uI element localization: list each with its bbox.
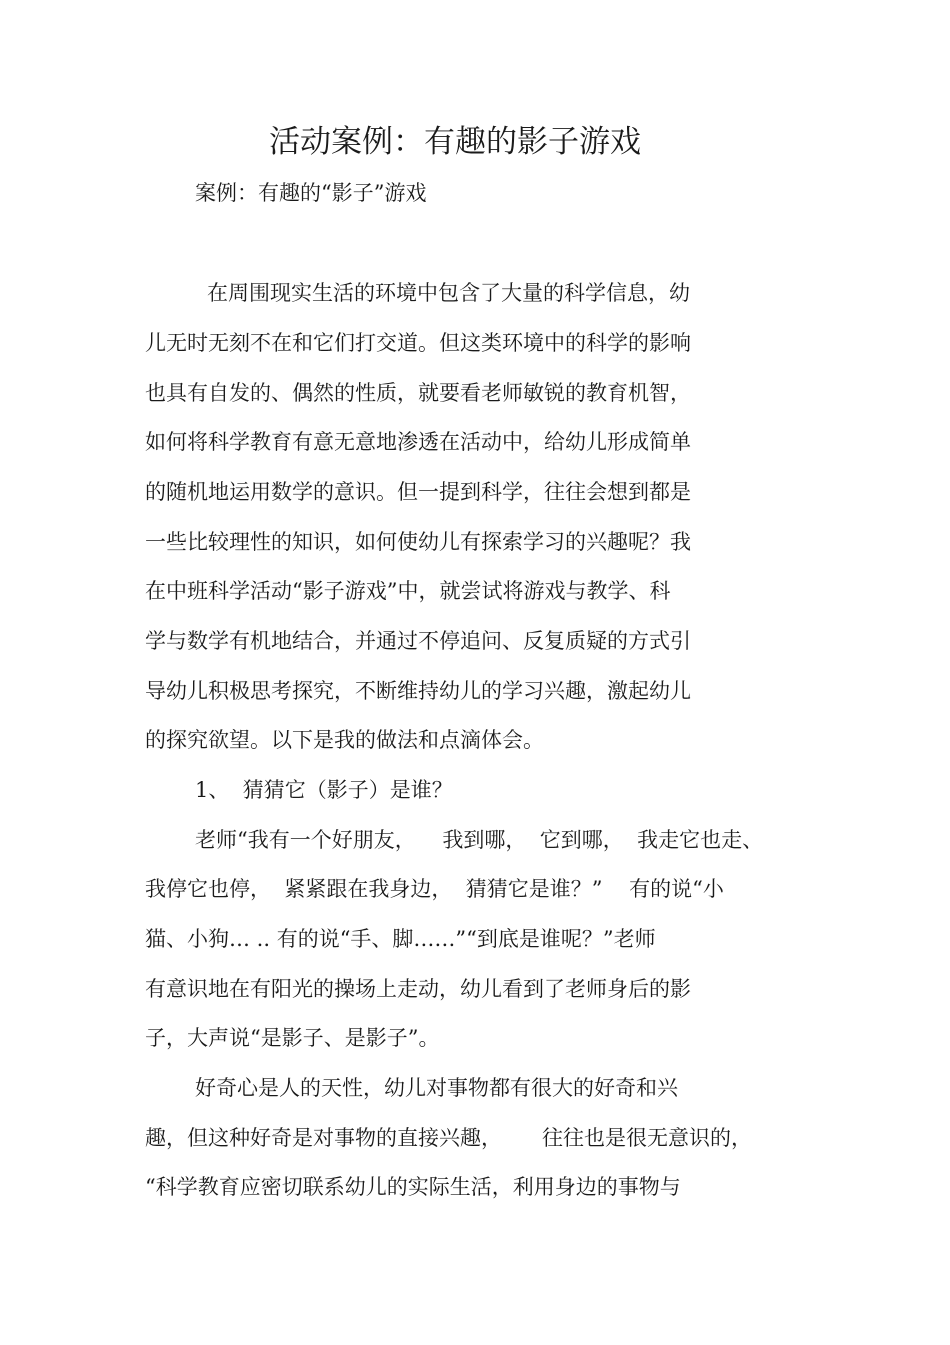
paragraph-line: 也具有自发的、偶然的性质，就要看老师敏锐的教育机智， <box>145 381 691 405</box>
paragraph-line: 老师“我有一个好朋友， 我到哪， 它到哪， 我走它也走、 <box>195 828 764 852</box>
paragraph-line: 如何将科学教育有意无意地渗透在活动中，给幼儿形成简单 <box>145 430 691 454</box>
paragraph-line: 子，大声说“是影子、是影子”。 <box>145 1026 440 1050</box>
paragraph-line: 学与数学有机地结合，并通过不停追问、反复质疑的方式引 <box>145 629 691 653</box>
paragraph-line: 有意识地在有阳光的操场上走动，幼儿看到了老师身后的影 <box>145 977 691 1001</box>
paragraph-line: 的探究欲望。以下是我的做法和点滴体会。 <box>145 728 544 752</box>
paragraph-line: 好奇心是人的天性，幼儿对事物都有很大的好奇和兴 <box>195 1076 678 1100</box>
paragraph-line: 在周围现实生活的环境中包含了大量的科学信息，幼 <box>207 281 690 305</box>
paragraph-line: 猫、小狗… .. 有的说“手、脚……”“到底是谁呢？”老师 <box>145 927 656 951</box>
section-heading: 1、 猜猜它（影子）是谁？ <box>195 778 453 802</box>
paragraph-line: 导幼儿积极思考探究，不断维持幼儿的学习兴趣，激起幼儿 <box>145 679 691 703</box>
paragraph-line: 一些比较理性的知识，如何使幼儿有探索学习的兴趣呢？我 <box>145 530 691 554</box>
paragraph-line: “科学教育应密切联系幼儿的实际生活，利用身边的事物与 <box>145 1175 681 1199</box>
paragraph-line: 我停它也停， 紧紧跟在我身边， 猜猜它是谁？” 有的说“小 <box>145 877 724 901</box>
paragraph-line: 趣，但这种好奇是对事物的直接兴趣， 往往也是很无意识的， <box>145 1126 753 1150</box>
document-title: 活动案例：有趣的影子游戏 <box>269 124 641 160</box>
document-subtitle: 案例：有趣的“影子”游戏 <box>195 181 427 205</box>
paragraph-line: 在中班科学活动“影子游戏”中，就尝试将游戏与教学、科 <box>145 579 671 603</box>
paragraph-line: 儿无时无刻不在和它们打交道。但这类环境中的科学的影响 <box>145 331 691 355</box>
paragraph-line: 的随机地运用数学的意识。但一提到科学，往往会想到都是 <box>145 480 691 504</box>
